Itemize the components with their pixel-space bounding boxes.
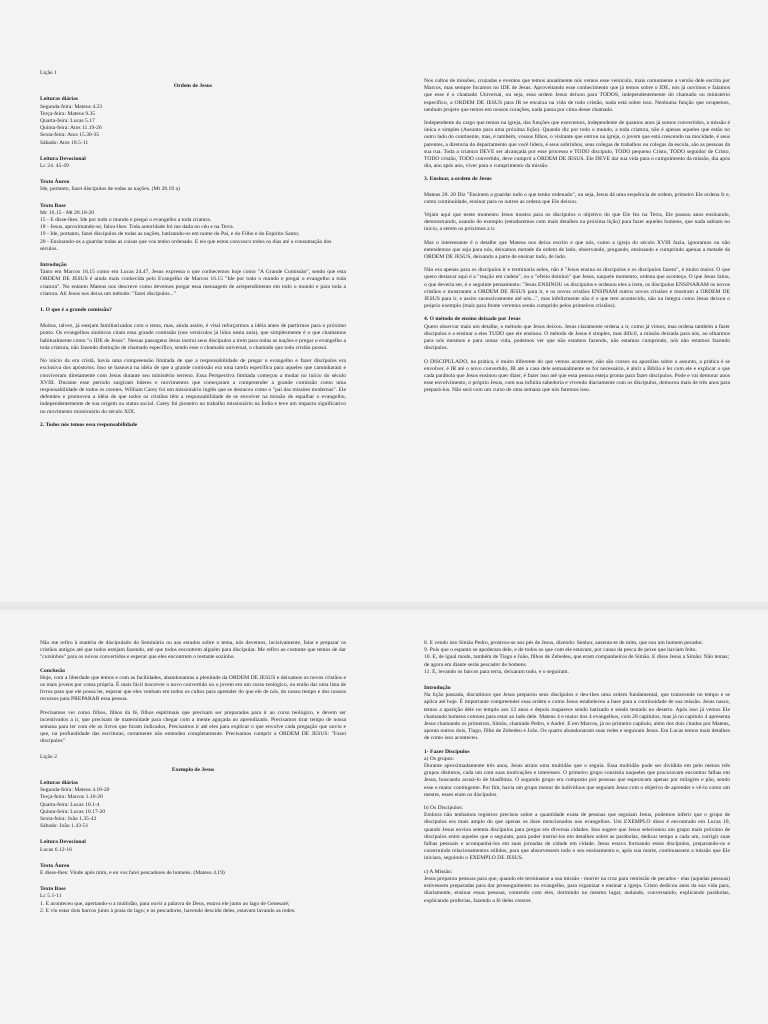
paragraph: Embora não tenhamos registros precisos sobre a quantidade exata de pessoas que seguiam Jesus, podemos inferir que o grupo de discípulos era mais amplo do que apenas os doze mencionados nos evangelhos. Um EXEMPLO disso é encontrado em Lucas 10, quando Jesus enviou setenta discípulos para pregar em diversas cidades. Isso sugere que Jesus selecionou um grupo mais próximo de discípulos entre aqueles que o seguiam, para poder instruí-los em detalhes sobre as parábolas, dedicar tempo a cada um, corrigir suas falhas pessoais e acompanhá-los em suas jornadas de cidade em cidade. Jesus estava formando esses discípulos, preparando-os e construindo relacionamentos sólidos, para que absorvessem todo o seu ensinamento e, após sua morte, continuassem a missão que Ele iniciara, seguindo o EXEMPLO DE JESUS. [424, 812, 730, 862]
document-page-4 [384, 610, 768, 1024]
paragraph: Muitos, talvez, já estejam familiarizados com o tema, mas, ainda assim, é vital reforçarmos a idéia antes de partirmos para o próximo ponto. Os evangelhos sinóticos citam essa grande comissão (nos versículos já lidos nesta aula), que simplesmente é o que chamamos habitualmente como "o IDE de Jesus". Nessas passagens Jesus instrui seus discípulos a irem para todas as nações e pregar o evangelho a toda criatura, não fazendo distinção de chamado específico, sendo esse o chamado universal, o chamado que todo cristão possui. [40, 323, 346, 351]
section-heading: 1. O que é a grande comissão? [40, 307, 112, 314]
base-line: 19 - Ide, portanto, fazei discípulos de todas as nações, batizando-os em nome do Pai, e do Filho e do Espírito Santo; [40, 231, 300, 238]
devotional-ref: Lc 24. 45-49 [40, 163, 69, 170]
golden-verse: Ide, portanto, fazei discípulos de todas as nações. (Mt 28.19 a) [40, 186, 180, 193]
reading-item: Quinta-feira: Atos 11.19-26 [40, 125, 102, 132]
lesson-title: Ordem de Jesus [173, 83, 213, 90]
base-line: 20 - Ensinando-os a guardar todas as coisas que vos tenho ordenado. E eis que estou convosco todos os dias até a consumação dos séculos. [40, 238, 332, 252]
daily-readings [40, 780, 346, 830]
section-heading: Leitura Devocional [40, 839, 86, 846]
base-text [40, 203, 346, 253]
base-line: 10. E, de igual modo, também de Tiago e João, filhos de Zebedeu, que eram companheiros de Simão. E disse Jesus a Simão: Não temas; de agora em diante serás pescador de homens. [424, 654, 730, 668]
reading-item: Sexta-feira: Atos 15.30-35 [40, 132, 100, 139]
section-heading: Texto Base [40, 202, 66, 209]
reading-item: Terça-feira: Mateus 9.35 [40, 110, 96, 117]
paragraph: Independente do cargo que temos na igreja, das funções que exercemos, independente de quantos anos já somos convertidos, a missão é única e simples (Assunto para uma próxima lição). Quando diz por todo o mundo, a toda criatura, não é apenas aqueles que estão no outro lado do continente, mas, é também, vossos filhos, o visitante que entrou na igreja, o jovem que está crescendo na mocidade, é seus parentes, a diretoria do departamento que você lidera, é seus sobrinhos, seus colegas de trabalhos ou colegas da escola, são as pessoas da sua rua. Toda a criatura DEVE ser alcançada por esse processo e TODO discípulo, TODO pequeno Cristo, TODO seguidor de Cristo, TODO cristão, TODO convertido, deve cumprir a ORDEM DE JESUS. Ele DEVE dar sua vida para o cumprimento da missão, dia após dia, ano após ano, viver para o cumprimento da missão. [424, 120, 730, 170]
paragraph: Não era apenas para os discípulos ir e terminaria neles, não é "Jesus ensina os discípulos e os discípulos fazem", é muito maior. O que quero destacar aqui é a "reação em cadeia", ou o "efeito dominó" que Jesus, naquele momento, ordena que aconteça. O que Jesus falou, o que deveria ser, é o seguinte pensamento: "Jesus ENSINOU os discípulos e ordenou eles a irem, os discípulos ENSINARAM os novos cristãos e mostraram a ORDEM DE JESUS para ir, e os novos cristãos ENSINAM outros novos cristãos e mostram a ORDEM DE JESUS para ir, e assim sucessivamente até nós...", mas infelizmente não é o que tem acontecido, não na íntegra como Jesus deixou o próprio exemplo (mais para frente veremos sendo cumprido pelos primeiros cristãos). [424, 267, 730, 310]
paragraph: O DISCIPULADO, na prática, é muito diferente do que vemos acontecer, não são cursos ou apostilas sobre o assunto, a prática é se envolver, é IR até o novo convertido, IR até a casa dele semanalmente se for necessário, é abrir a Bíblia e ler com ele e explicar o que cada parábola que Jesus ensinou quer dizer, é fazer isso até que essa pessoa esteja pronta para fazer discípulos. Pode e vai demorar anos esse envolvimento, o próprio Jesus, com sua infinita sabedoria e vivendo diariamente com os discípulos, demorou mais de três anos para prepará-los. Não será com um curso de uma semana que nós faremos isso. [424, 358, 730, 394]
reading-item: Segunda-feira: Mateus 4.23 [40, 103, 102, 110]
paragraph: Mateus 28. 20 Diz "Ensinem a guardar tudo o que tenho ordenado", ou seja, Jesus dá uma sequência de ordem, primeiro Ele ordena Ir e, como continuidade, ensinar para os outros as ordens que Ele deixou. [424, 191, 730, 205]
base-line: 8. E vendo isto Simão Pedro, prostrou-se aos pés de Jesus, dizendo: Senhor, ausenta-te de mim, que sou um homem pecador. [424, 640, 704, 646]
section-heading: Texto Áureo [40, 179, 70, 186]
paragraph: Na lição passada, discutimos que Jesus preparou seus discípulos e deu-lhes uma ordem fundamental, que transcende no tempo e se aplica até hoje. É importante compreender essa ordem e como Jesus estabeleceu a base para a continuidade de sua missão. Jesus nasce, temos a aparição dele no templo aos 12 anos e depois reaparece sendo batizado e sendo tentado no deserto. Após isso já vemos Ele chamando homens comuns para estar ao lado dele. Mateus 4 e maior dos 4 evangelhos, com 28 capítulos, mas já no capítulo 4 apresenta Jesus chamando os primeiros, Simão, chamado Pedro, e André. E em Marcos, já no primeiro capítulo, além dos dois citados por Mateus, aponta outros dois, Tiago, filho de Zebedeu e João. Os quatro abandonaram suas redes e seguiram Jesus. Em Lucas temos mais detalhes de como isso aconteceu. [424, 692, 730, 742]
introduction [40, 262, 346, 298]
subsection-heading: a) Os grupos: [424, 755, 455, 762]
reading-item: Sexta-feira: João 1.35-42 [40, 816, 97, 823]
reading-item: Terça-feira: Marcos 1.16-20 [40, 794, 103, 801]
base-line: 11. E, levando os barcos para terra, deixaram tudo, e o seguiram. [424, 668, 569, 675]
reading-item: Sábado: João 1.43-51 [40, 823, 89, 830]
base-line: Mc 16.15 - Mt 28.18-20 [40, 209, 95, 216]
section-heading: Leitura Devocional [40, 155, 86, 162]
document-page-2 [384, 0, 768, 602]
reading-item: Quinta-feira: Lucas 10.17-20 [40, 808, 106, 815]
paragraph: Tanto em Marcos 16.15 como em Lucas 24.47, Jesus expressa o que conhecemos hoje como "A Grande Comissão", sendo que esta ORDEM DE JESUS é ainda mais conhecida pelo Evangelho de Marcos 16.15 "Ide por todo o mundo e pregai o evangelho a toda criatura". No entanto Mateus nos descreve como devemos pregar essa mensagem de arrependimento em todo o mundo e para toda a criatura. Ali Jesus nos deixa um método: "fazei discípulos..." [40, 269, 346, 297]
section-heading: 1- Fazer Discípulos [424, 748, 470, 755]
section-heading: 4. O método de ensino deixado por Jesus [424, 316, 521, 323]
base-line: 1. E aconteceu que, apertando-o a multidão, para ouvir a palavra de Deus, estava ele junto ao lago de Genesaré; [40, 900, 290, 907]
paragraph: Vejam aqui que neste momento Jesus mostra para os discípulos o objetivo do que Ele fez na Terra, Ele passou anos ensinando, demonstrando, usando do exemplo (estudaremos com mais detalhes na próxima lição) para fazer aqueles homens, que nada sabiam no início, a serem os próximos a ir. [424, 212, 730, 233]
paragraph: Precisamos ver como filhos, filhos da fé, filhos espirituais que precisam ser preparados para ir ao curso teológico, e devem ser incentivados a ir, que precisam de maternidade para chegar com a mente aguçada ao aprendizado. Precisamos tirar tempo de nossa semana para ler com ele os livros que foram indicados, Precisamos ir até eles para explicar o que envolve cada pregação que ouviu e que, na profundidade das escrituras, certamente não entendeu completamente. Precisamos cumprir a ORDEM DE JESUS: "Fazei discípulos" [40, 709, 346, 745]
reading-item: Segunda-feira: Mateus 4.18-20 [40, 787, 110, 794]
lesson-number: Lição 2 [40, 753, 57, 760]
golden-text [40, 179, 346, 193]
reading-item: Quarta-feira: Lucas 10.1-4 [40, 801, 100, 808]
section-heading: Leituras diárias [40, 780, 79, 787]
section-heading: Texto Base [40, 886, 66, 893]
daily-readings [40, 96, 346, 146]
paragraph: Não me refiro à matéria de discipulado do Seminário ou aos estudos sobre o tema, nós devemos, incisivamente, falar e preparar os cristãos antigos até que todos estejam fazendo, até que todos encontrem alguém para discipular. Me refiro ao costume que temos de dar "cursinhos" para os novos convertidos e esperar que eles encontrem o restante sozinho. [40, 640, 346, 661]
lesson-title: Exemplo de Jesus [171, 766, 215, 773]
section-heading: Introdução [424, 685, 451, 692]
section-heading: 3. Ensinar, a ordem de Jesus [424, 176, 492, 183]
section-heading: Conclusão [40, 667, 65, 674]
base-line: 2. E viu estar dois barcos junto à praia do lago; e os pescadores, havendo descido deles, estavam lavando as redes. [40, 907, 296, 914]
reading-item: Sábado: Atos 18.5-11 [40, 139, 89, 146]
subsection-heading: b) Os Discípulos: [424, 805, 464, 812]
paragraph: Quero observar mais um detalhe, o método que Jesus deixou. Jesus claramente ordena a ir, como já vimos, mas ordena também a fazer discípulos e a ensinar a eles TUDO que ele ensinou. O método de Jesus é simples, mas difícil, a missão deixada para nós, ao olharmos para nós mesmos e para nossa vida, podemos ver que não estamos fazendo, não estamos cumprindo, nós não estamos fazendo discípulos. [424, 323, 730, 352]
base-line: Lc 5.1-11 [40, 893, 62, 900]
paragraph: No início da era cristã, havia uma compreensão limitada de que a responsabilidade de pregar o evangelho e fazer discípulos era exclusiva dos apóstolos. Isso se baseava na idéia de que a grande comissão era uma tarefa específica para aqueles que caminharam e conviveram diretamente com Jesus durante seu ministério terreno. Essa Perspectiva limitada começou a mudar no início do século XVIII. Durante esse período surgiram líderes e movimentos que começaram a compreender a grande comissão como uma responsabilidade de todos os crentes. William Carey foi um missionário inglês que se destacou como o "pai das missões modernas". Ele defendeu e promoveu a idéia de que todos os cristãos têm a responsabilidade de se envolver na missão de espalhar o evangelho, independentemente de sua origem ou status social. Carey foi pioneiro no trabalho missionário na Índia e teve um impacto significativo no movimento missionário do século XIX. [40, 358, 346, 415]
section-heading: Leituras diárias [40, 96, 79, 103]
devotional-reading [40, 156, 346, 170]
golden-verse: E disse-lhes: Vinde após mim, e eu vos farei pescadores de homens. (Mateus 4.19) [40, 870, 225, 877]
section-heading: Introdução [40, 262, 67, 269]
section-heading: Texto Áureo [40, 862, 70, 869]
lesson-number: Lição 1 [40, 70, 57, 76]
page-gap [0, 602, 768, 610]
paragraph: Jesus preparou pessoas para que, quando ele terminasse a sua missão - morrer na cruz para remissão de pecados - elas (aquelas pessoas) estivessem preparadas para dar prosseguimento no evangelho, para organizar e ensinar a igreja. Cristo dedicou anos da sua vida para, diariamente, ensinar essas pessoas, comendo com eles, dormindo no mesmo lugar, andando, conversando, explicando parábolas, explicando profecias, fazendo a fé deles crescer. [424, 875, 730, 904]
golden-text [40, 863, 346, 877]
devotional-reading [40, 839, 346, 853]
paragraph: Nos cultos de missões, cruzadas e eventos que temos anualmente nós vemos esse versículo, mais comumente a versão dele escrita por Marcos, mas sempre focamos no IDE de Jesus. Aproveitando esse conhecimento que já temos sobre o IDE, nós já ouvimos e falamos que esse é o chamado Universal, ou seja, essa ordem Jesus deixou para TODOS, independentemente do chamado ou ministério específico, a ORDEM DE JESUS para IR se encaixa na vida de todo cristão, nada está sobre isso. Nenhuma função que ocupemos, nenhum projeto que temos em nossos corações, nada passa por cima desse chamado. [424, 78, 730, 113]
paragraph: Hoje, com a liberdade que temos e com as facilidades, abandonamos a plenitude da ORDEM DE JESUS e deixamos os novos cristãos e os mais jovens por conta própria. É mais fácil inscrever o novo convertido ou o jovem em um curso teológico, ou então dar uma lista de livros para que ele possa ler, esperar que eles venham em todos os cultos para aprender do que ele de nós, do nosso tempo e dos nossos recursos para PREPARAR essa pessoa. [40, 674, 346, 703]
devotional-ref: Lucas 6.12-16 [40, 846, 73, 853]
paragraph: Mas o interessante é o detalhe que Mateus nos deixa escrito e que nós, como a igreja do século XVIII fazia, ignoramos ou não entendemos que seja para nós, deixamos metade da ordem de lado, observando, pregando, ensinando e cumprindo apenas a metade da ORDEM DE JESUS, deixando a parte de ensinar tudo, de lado. [424, 239, 730, 261]
base-line: 15 - E disse-lhes: Ide por todo o mundo e pregai o evangelho a toda criatura. [40, 217, 212, 224]
reading-item: Quarta-feira: Lucas 5.17 [40, 118, 95, 125]
subsection-heading: c) A Missão: [424, 868, 453, 875]
base-line: 9. Pois que o espanto se apoderara dele, e de todos os que com ele estavam, por causa da pesca de peixe que haviam feito. [424, 647, 697, 654]
base-text [40, 886, 346, 915]
paragraph: Durante aproximadamente três anos, Jesus atraiu uma multidão que o seguia. Essa multidão pode ser dividida em pelo menos três grupos distintos, cada um com suas motivações e interesses. O primeiro grupo consistia naqueles que procuravam encontrar falhas em Jesus, buscando acusá-lo de blasfêmia. O segundo grupo era composto por pessoas que esperavam apenas por milagres e pão, sendo esse o maior contingente. Por fim, havia um grupo menor de indivíduos que seguiam Jesus com o objetivo de aprender e vê-lo como um mestre, esses eram os discípulos. [424, 763, 730, 798]
base-line: 18 - Jesus, aproximando-se, falou-lhes: Toda autoridade foi me dada no céu e na Terra. [40, 224, 234, 231]
document-page-3 [0, 610, 384, 1024]
document-page-1 [0, 0, 384, 602]
section-heading: 2. Todos nós temos essa responsabilidade [40, 421, 138, 428]
